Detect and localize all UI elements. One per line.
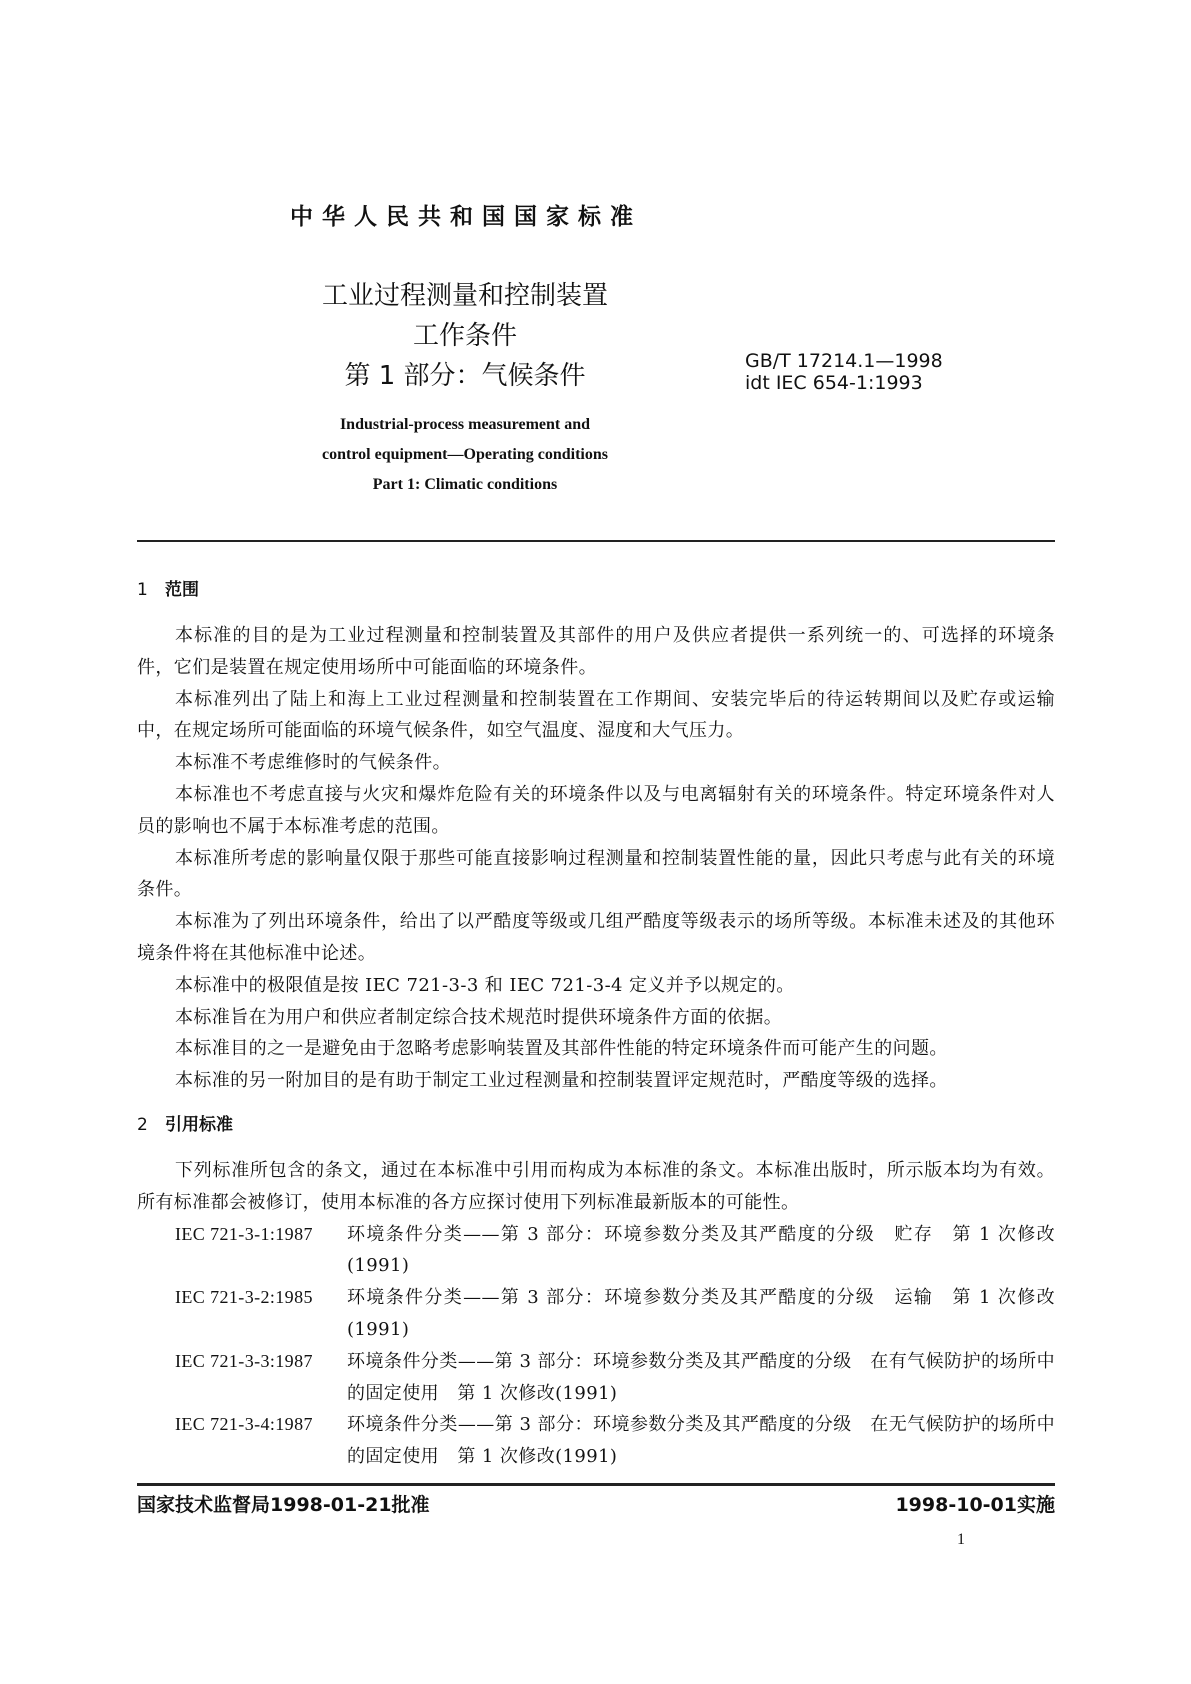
english-title-line: control equipment—Operating conditions [322,446,608,463]
paragraph: 本标准不考虑维修时的气候条件。 [175,752,451,774]
standard-code [745,350,943,394]
reference-id: IEC 721-3-4:1987 [175,1414,313,1435]
approval-date: 国家技术监督局1998-01-21批准 [137,1493,430,1516]
footer-divider [137,1483,1055,1486]
paragraph: 本标准的目的是为工业过程测量和控制装置及其部件的用户及供应者提供一系列统一的、可选择的环境条件，它们是装置在规定使用场所中可能面临的环境条件。 [137,625,1055,678]
paragraph: 下列标准所包含的条文，通过在本标准中引用而构成为本标准的条文。本标准出版时，所示版本均为有效。所有标准都会被修订，使用本标准的各方应探讨使用下列标准最新版本的可能性。 [137,1159,1055,1213]
page-number: 1 [957,1530,965,1548]
english-title [220,410,710,500]
reference-item [175,1346,1055,1410]
gb-code: GB/T 17214.1—1998 [745,350,943,372]
reference-list [175,1219,1055,1473]
header-divider [137,540,1055,542]
document-body [137,578,1055,1590]
section-number: 1 [137,580,148,600]
paragraph: 本标准为了列出环境条件，给出了以严酷度等级或几组严酷度等级表示的场所等级。本标准未述及的其他环境条件将在其他标准中论述。 [137,911,1055,964]
reference-id: IEC 721-3-2:1985 [175,1287,313,1308]
title-line: 第 1 部分：气候条件 [344,361,586,391]
paragraph: 本标准也不考虑直接与火灾和爆炸危险有关的环境条件以及与电离辐射有关的环境条件。特定环境条件对人员的影响也不属于本标准考虑的范围。 [137,783,1055,837]
paragraph: 本标准中的极限值是按 IEC 721-3-3 和 IEC 721-3-4 定义并予以规定的。 [175,974,795,996]
section-2-heading [137,1113,1055,1137]
reference-id: IEC 721-3-3:1987 [175,1350,313,1371]
chinese-title [245,276,685,396]
reference-title: 环境条件分类——第 3 部分：环境参数分类及其严酷度的分级 贮存 第 1 次修改(1991) [347,1223,1055,1277]
section-1-heading [137,578,1055,602]
effective-date: 1998-10-01实施 [895,1493,1055,1516]
footer [137,1492,1055,1518]
reference-item [175,1409,1055,1473]
section-title: 范围 [165,580,199,600]
paragraph: 本标准所考虑的影响量仅限于那些可能直接影响过程测量和控制装置性能的量，因此只考虑与此有关的环境条件。 [137,847,1055,901]
idt-code: idt IEC 654-1:1993 [745,372,923,394]
title-line: 工作条件 [412,321,517,351]
paragraph: 本标准的另一附加目的是有助于制定工业过程测量和控制装置评定规范时，严酷度等级的选择。 [175,1070,948,1092]
section-number: 2 [137,1114,148,1135]
reference-title: 环境条件分类——第 3 部分：环境参数分类及其严酷度的分级 在有气候防护的场所中的固定使用 第 1 次修改(1991) [347,1350,1055,1404]
english-title-line: Industrial-process measurement and [339,416,591,433]
reference-title: 环境条件分类——第 3 部分：环境参数分类及其严酷度的分级 运输 第 1 次修改(1991) [347,1287,1055,1340]
section-title: 引用标准 [165,1114,233,1135]
reference-item [175,1282,1055,1346]
reference-title: 环境条件分类——第 3 部分：环境参数分类及其严酷度的分级 在无气候防护的场所中的固定使用 第 1 次修改(1991) [347,1414,1055,1468]
paragraph: 本标准旨在为用户和供应者制定综合技术规范时提供环境条件方面的依据。 [175,1006,783,1028]
english-title-line: Part 1: Climatic conditions [372,476,558,493]
title-line: 工业过程测量和控制装置 [321,281,608,311]
country-standard-header: 中华人民共和国国家标准 [290,204,642,230]
reference-id: IEC 721-3-1:1987 [175,1223,313,1244]
paragraph: 本标准列出了陆上和海上工业过程测量和控制装置在工作期间、安装完毕后的待运转期间以及贮存或运输中，在规定场所可能面临的环境气候条件，如空气温度、湿度和大气压力。 [137,688,1055,742]
reference-item [175,1219,1055,1283]
paragraph: 本标准目的之一是避免由于忽略考虑影响装置及其部件性能的特定环境条件而可能产生的问题。 [175,1038,948,1060]
